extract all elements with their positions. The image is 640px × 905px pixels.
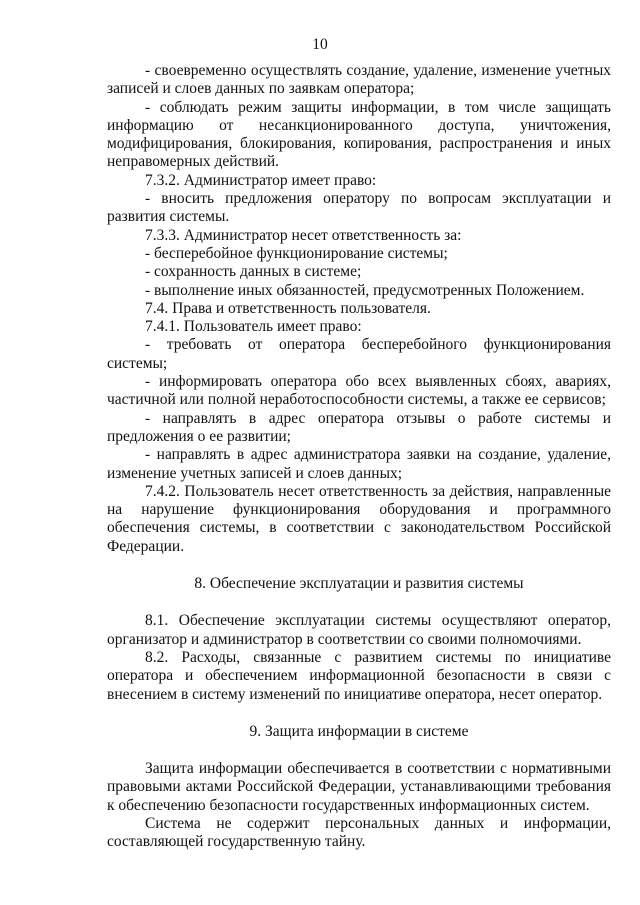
paragraph-admin-responsibility-heading: 7.3.3. Администратор несет ответственность за:	[145, 226, 462, 244]
paragraph-user-rights-title: 7.4. Права и ответственность пользователя.	[145, 299, 431, 317]
paragraph-admin-responsibility-data: - сохранность данных в системе;	[145, 263, 362, 281]
paragraph-8-2: 8.2. Расходы, связанные с развитием системы по инициативе оператора и обеспечением информационной безопасности в связи с внесением в систему изменений по инициативе оператора, несет оператор.	[107, 648, 611, 703]
section-9-heading: 9. Защита информации в системе	[249, 722, 469, 740]
paragraph-admin-responsibility-other: - выполнение иных обязанностей, предусмотренных Положением.	[145, 281, 585, 299]
paragraph-operator-duty-accounts: - своевременно осуществлять создание, удаление, изменение учетных записей и слоев данных по заявкам оператора;	[107, 62, 611, 98]
paragraph-admin-right-proposals: - вносить предложения оператору по вопросам эксплуатации и развития системы.	[107, 190, 611, 226]
page-number: 10	[312, 36, 328, 53]
paragraph-operator-duty-protection: - соблюдать режим защиты информации, в том числе защищать информацию от несанкционированного доступа, уничтожения, модифицирования, блокирования, копирования, распространения и иных неправомерных действий.	[107, 98, 611, 171]
document-body	[107, 62, 611, 852]
paragraph-user-responsibility: 7.4.2. Пользователь несет ответственность за действия, направленные на нарушение функционирования оборудования и программного обеспечения системы, в соответствии с законодательством Российской Федерации.	[107, 482, 611, 555]
paragraph-admin-responsibility-uptime: - бесперебойное функционирование системы;	[145, 244, 448, 262]
paragraph-9-protection: Защита информации обеспечивается в соответствии с нормативными правовыми актами Российской Федерации, устанавливающими требования к обеспечению безопасности государственных информационных систем.	[107, 760, 611, 814]
paragraph-9-no-secret-data: Система не содержит персональных данных и информации, составляющей государственную тайну.	[107, 814, 611, 851]
section-8-heading: 8. Обеспечение эксплуатации и развития системы	[194, 575, 524, 593]
paragraph-user-right-uptime: - требовать от оператора бесперебойного функционирования системы;	[107, 336, 611, 372]
paragraph-8-1: 8.1. Обеспечение эксплуатации системы осуществляют оператор, организатор и администратор в соответствии со своими полномочиями.	[107, 612, 611, 648]
paragraph-user-rights-heading: 7.4.1. Пользователь имеет право:	[145, 318, 362, 336]
paragraph-admin-rights-heading: 7.3.2. Администратор имеет право:	[145, 171, 377, 189]
paragraph-user-right-requests: - направлять в адрес администратора заявки на создание, удаление, изменение учетных записей и слоев данных;	[107, 446, 611, 482]
paragraph-user-right-feedback: - направлять в адрес оператора отзывы о работе системы и предложения о ее развитии;	[107, 409, 611, 445]
paragraph-user-right-report-failures: - информировать оператора обо всех выявленных сбоях, авариях, частичной или полной неработоспособности системы, а также ее сервисов;	[107, 373, 611, 409]
